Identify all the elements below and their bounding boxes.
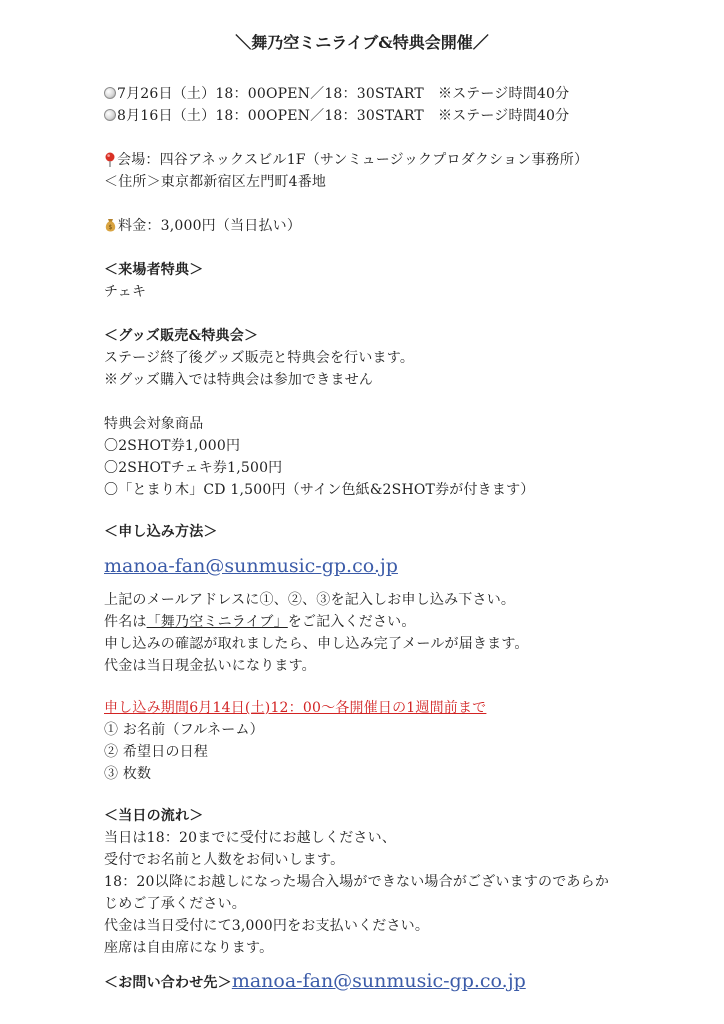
page-title: ＼舞乃空ミニライブ&特典会開催／ xyxy=(235,33,489,52)
venue-line xyxy=(104,150,588,170)
apply-email-link[interactable]: manoa-fan@sunmusic-gp.co.jp xyxy=(104,555,398,577)
apply-line-1: 上記のメールアドレスに①、②、③を記入しお申し込み下さい。 xyxy=(104,592,516,608)
bonus-heading: ＜来場者特典＞ xyxy=(104,262,204,278)
subject-suffix: をご記入ください。 xyxy=(287,614,416,630)
contact-email-link[interactable]: manoa-fan@sunmusic-gp.co.jp xyxy=(231,970,526,992)
venue-address: ＜住所＞東京都新宿区左門町4番地 xyxy=(104,174,327,190)
money-bag-icon xyxy=(104,218,117,232)
flow-heading: ＜当日の流れ＞ xyxy=(104,808,204,824)
apply-line-3: 申し込みの確認が取れましたら、申し込み完了メールが届きます。 xyxy=(104,636,529,652)
subject-prefix: 件名は xyxy=(104,614,147,630)
flow-line: 受付でお名前と人数をお伺いします。 xyxy=(104,852,345,868)
apply-heading: ＜申し込み方法＞ xyxy=(104,524,218,540)
schedule-date-2 xyxy=(104,106,569,126)
required-field: ① お名前（フルネーム） xyxy=(104,722,264,738)
apply-line-4: 代金は当日現金払いになります。 xyxy=(104,658,316,674)
product-item: 〇2SHOTチェキ券1,500円 xyxy=(104,460,283,476)
target-products-heading: 特典会対象商品 xyxy=(104,416,204,432)
bonus-item: チェキ xyxy=(104,284,147,300)
schedule-date-1-text: 7月26日（土）18：00OPEN／18：30START ※ステージ時間40分 xyxy=(117,86,570,102)
venue-name: 会場：四谷アネックスビル1F（サンミュージックプロダクション事務所） xyxy=(117,152,589,168)
flow-line: 当日は18：20までに受付にお越しください、 xyxy=(104,830,397,846)
flow-line: じめご了承ください。 xyxy=(104,896,246,912)
contact-line xyxy=(104,968,526,996)
schedule-date-2-text: 8月16日（土）18：00OPEN／18：30START ※ステージ時間40分 xyxy=(117,108,570,124)
price-text: 料金：3,000円（当日払い） xyxy=(118,218,302,234)
flow-line: 代金は当日受付にて3,000円をお支払いください。 xyxy=(104,918,430,934)
contact-label: ＜お問い合わせ先＞ xyxy=(104,975,232,991)
goods-line-1: ステージ終了後グッズ販売と特典会を行います。 xyxy=(104,350,415,366)
goods-line-2: ※グッズ購入では特典会は参加できません xyxy=(104,372,374,388)
svg-text:$: $ xyxy=(108,224,113,232)
product-item: 〇2SHOT券1,000円 xyxy=(104,438,241,454)
apply-email-row xyxy=(104,553,398,581)
goods-heading: ＜グッズ販売&特典会＞ xyxy=(104,328,259,344)
required-field: ② 希望日の日程 xyxy=(104,744,209,760)
application-period: 申し込み期間6月14日(土)12：00～各開催日の1週間前まで xyxy=(104,700,487,716)
apply-subject-line xyxy=(104,612,416,632)
clock-icon xyxy=(104,109,116,121)
clock-icon xyxy=(104,87,116,99)
required-field: ③ 枚数 xyxy=(104,766,152,782)
pin-icon xyxy=(104,152,116,167)
subject-value: 「舞乃空ミニライブ」 xyxy=(146,614,288,630)
flow-line: 座席は自由席になります。 xyxy=(104,940,274,956)
product-item: 〇「とまり木」CD 1,500円（サイン色紙&2SHOT券が付きます） xyxy=(104,482,535,498)
schedule-date-1 xyxy=(104,84,569,104)
flow-line: 18：20以降にお越しになった場合入場ができない場合がございますのであらか xyxy=(104,874,610,890)
price-line xyxy=(104,216,301,236)
